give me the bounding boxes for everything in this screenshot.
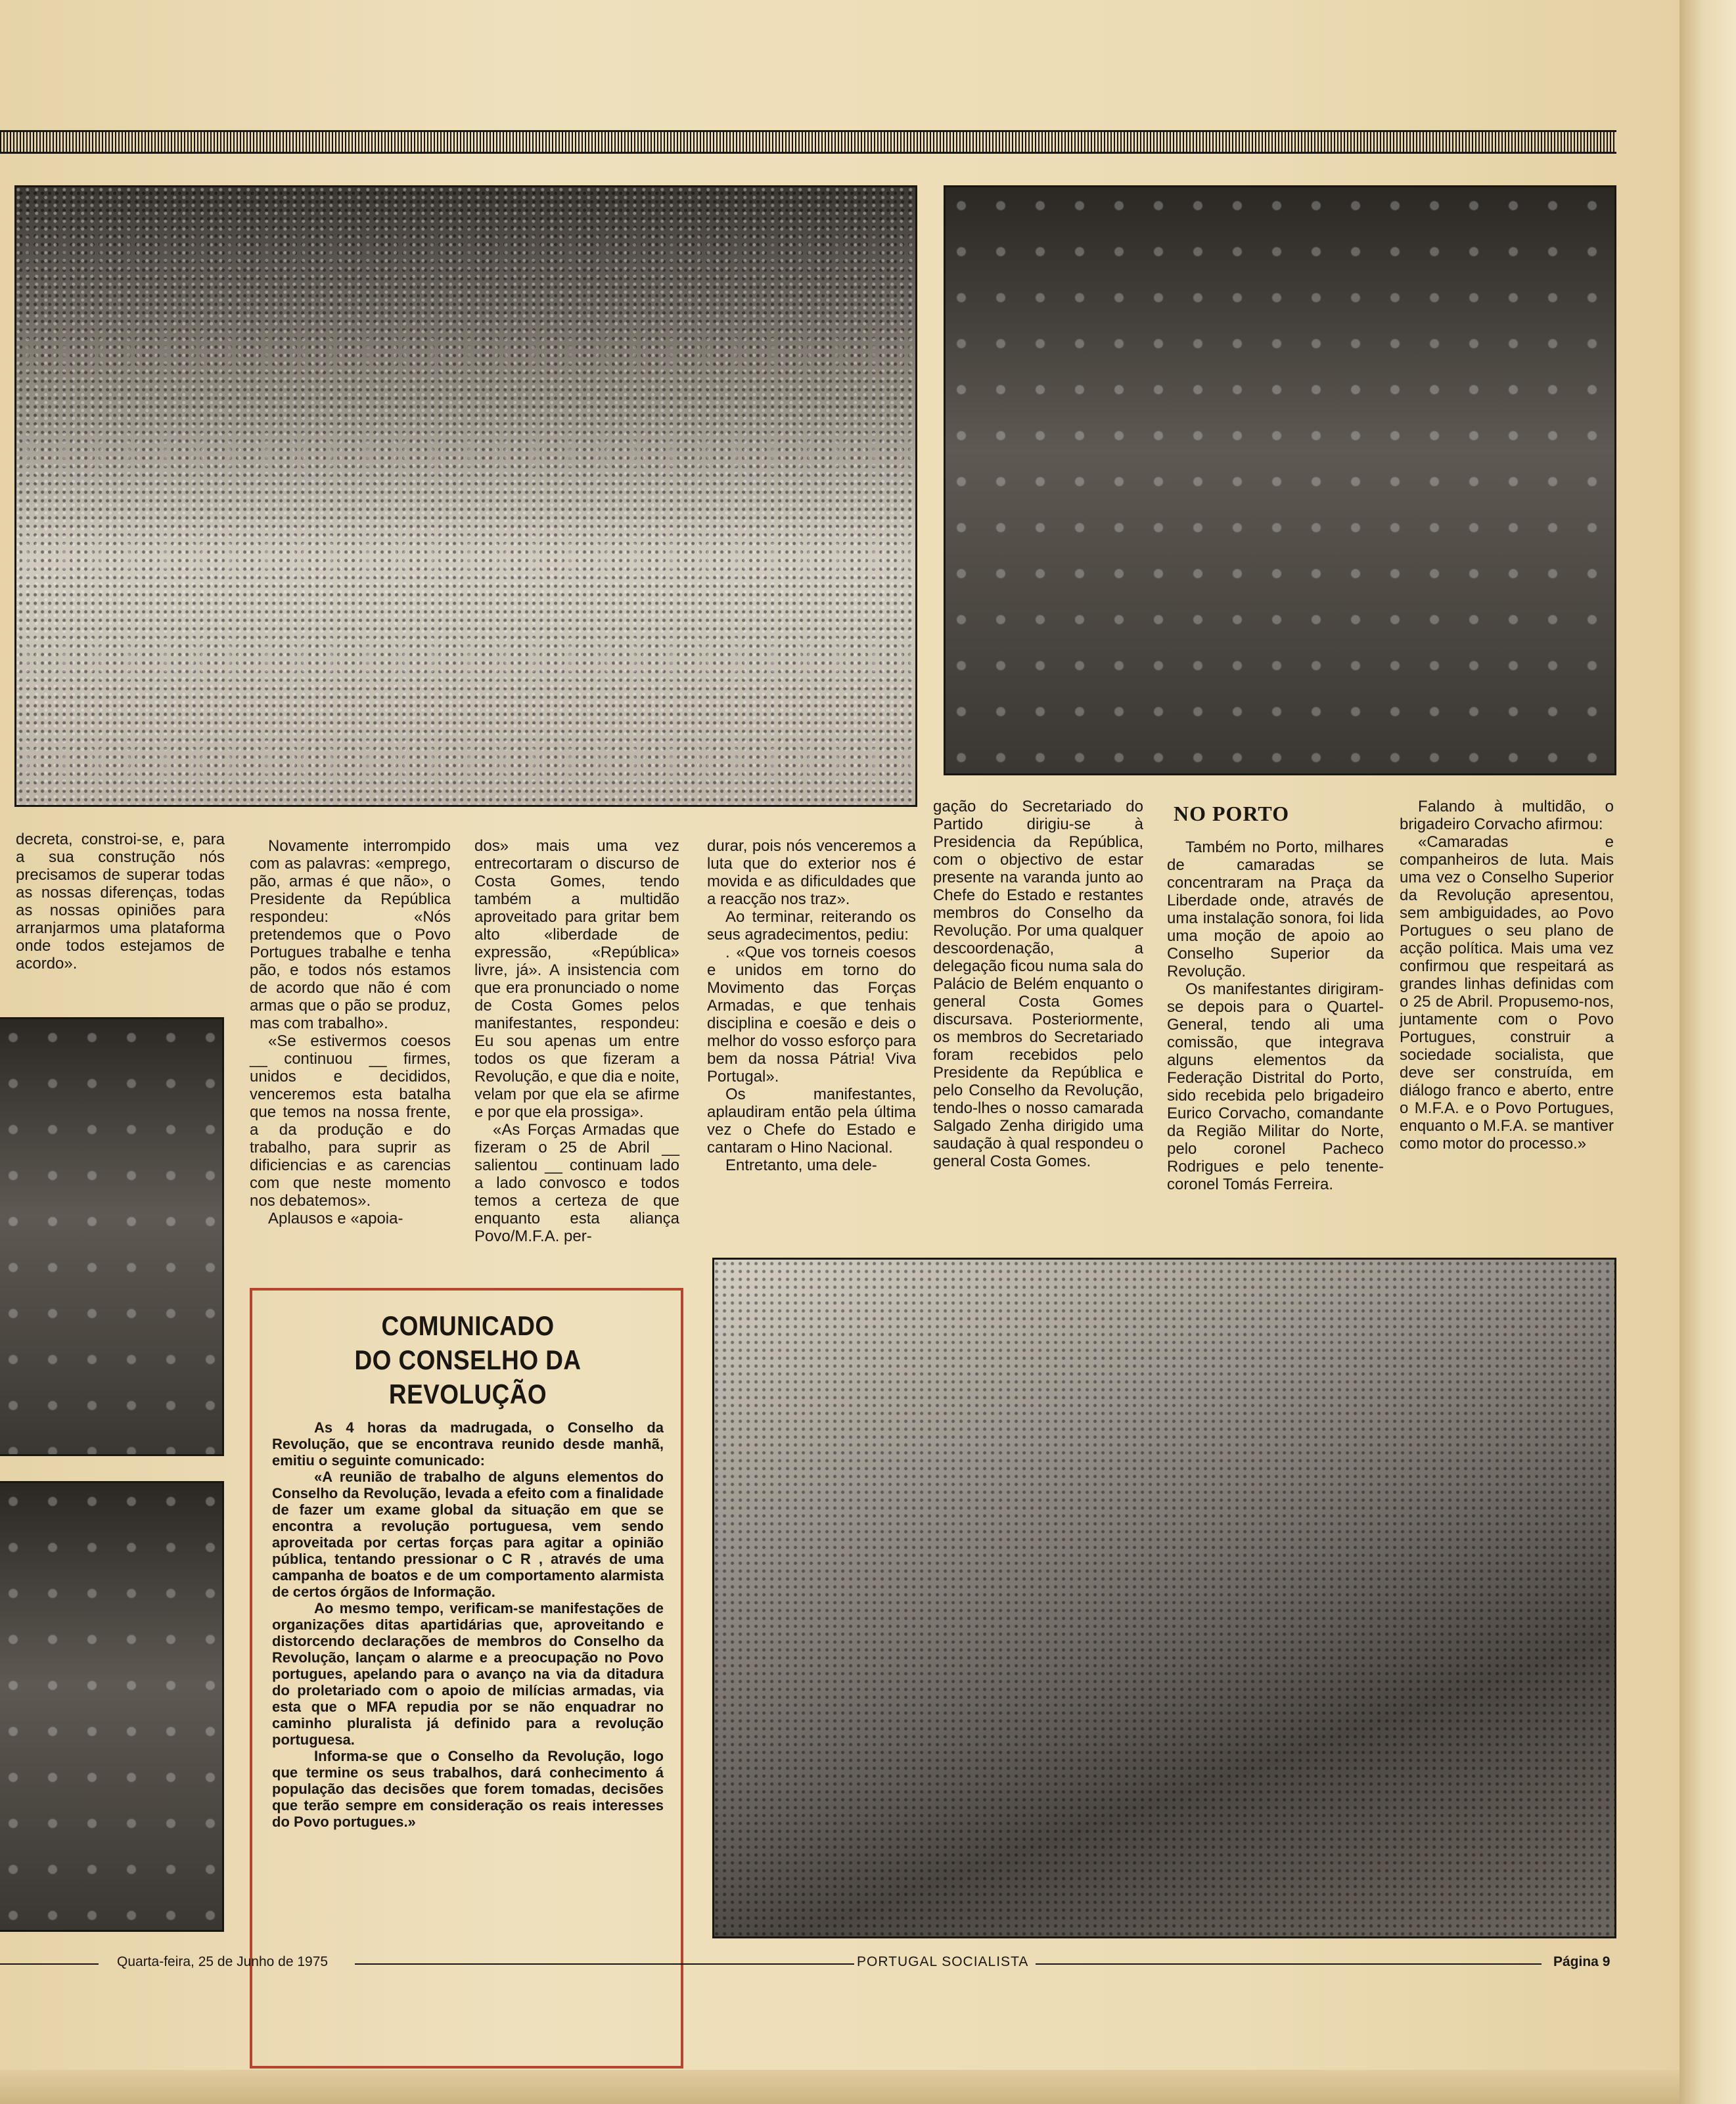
photo-stage-crowd — [0, 1481, 224, 1932]
footer-rule — [355, 1963, 854, 1965]
article-column-5 — [933, 798, 1143, 1170]
paragraph: Entretanto, uma dele- — [725, 1156, 877, 1174]
paragraph: As 4 horas da madrugada, o Conselho da Revolução, que se encontrava reunido desde manhã, emitiu o seguinte comunicado: — [272, 1419, 664, 1469]
paragraph: Aplausos e «apoia- — [268, 1210, 403, 1227]
comunicado-title-line-1: COMUNICADO — [381, 1310, 555, 1341]
page-footer — [0, 1952, 1616, 1978]
paragraph: Os manifestantes dirigiram-se depois para o Quartel-General, tendo ali uma comissão, que integrava alguns elementos da Federação Distrital do Porto, sido recebida pelo brigadeiro Eurico Corvacho, comandante da Região Militar do Norte, pelo coronel Pacheco Rodrigues e pelo tenente-coronel Tomás Ferreira. — [1167, 980, 1384, 1193]
paragraph: Falando à multidão, o brigadeiro Corvacho afirmou: — [1400, 798, 1614, 833]
paragraph: Ao terminar, reiterando os seus agradecimentos, pediu: — [707, 908, 916, 944]
comunicado-text — [272, 1419, 664, 1830]
article-column-2 — [250, 837, 451, 1227]
page-bottom-edge — [0, 2070, 1679, 2104]
paragraph: decreta, constroi-se, e, para a sua construção nós precisamos de superar todas as nossas diferenças, todas as nossas opiniões para arranjarmos uma plataforma onde todos estejamos de acordo». — [16, 831, 225, 972]
paragraph: Informa-se que o Conselho da Revolução, logo que termine os seus trabalhos, dará conhecimento á população das decisões que forem tomadas, decisões que terão sempre em consideração os reais interesses do Povo portugues.» — [272, 1748, 664, 1830]
paragraph: . «Que vos torneis coesos e unidos em torno do Movimento das Forças Armadas, e que tenhais disciplina e coesão e deis o melhor do vosso esforço para bem da nossa Pátria! Viva Portugal». — [707, 944, 916, 1086]
article-column-4 — [707, 837, 916, 1174]
photo-rally-crowd — [14, 185, 917, 807]
comunicado-title — [296, 1309, 640, 1411]
paragraph: «As Forças Armadas que fizeram o 25 de Abril __ salientou __ continuam lado a lado convosco e todos temos a certeza de que enquanto esta aliança Povo/M.F.A. per- — [474, 1121, 679, 1245]
paragraph: Ao mesmo tempo, verificam-se manifestações de organizações ditas apartidárias que, aproveitando e distorcendo declarações de membros do Conselho da Revolução, lançam o alarme e a preocupação no Povo portugues, apelando para o avanço na via da ditadura do proletariado com o apoio de milícias armadas, via esta que o MFA repudia por se não enquadrar no caminho pluralista já definido para a revolução portuguesa. — [272, 1600, 664, 1748]
photo-street-crowd — [712, 1258, 1616, 1938]
footer-page-number: Página 9 — [1553, 1954, 1610, 1969]
article-column-1 — [16, 831, 225, 972]
footer-paper-name: PORTUGAL SOCIALISTA — [857, 1954, 1029, 1969]
paragraph: Os manifestantes, aplaudiram então pela última vez o Chefe do Estado e cantaram o Hino Nacional. — [707, 1086, 916, 1156]
paragraph: gação do Secretariado do Partido dirigiu-se à Presidencia da República, com o objectivo de estar presente na varanda junto ao Chefe do Estado e restantes membros do Conselho da Revolução. Por uma qualquer descoordenação, a delegação ficou numa sala do Palácio de Belém enquanto o general Costa Gomes discursava. Posteriormente, os membros do Secretariado foram recebidos pelo Presidente da República e pelo Conselho da Revolução, tendo-lhes o nosso camarada Salgado Zenha dirigido uma saudação à qual respondeu o general Costa Gomes. — [933, 798, 1143, 1170]
footer-date: Quarta-feira, 25 de Junho de 1975 — [117, 1954, 329, 1969]
paragraph: durar, pois nós venceremos a luta que do exterior nos é movida e as dificuldades que a reacção nos traz». — [707, 837, 916, 908]
paragraph: Também no Porto, milhares de camaradas se concentraram na Praça da Liberdade onde, através de uma instalação sonora, foi lida uma moção de apoio ao Conselho Superior da Revolução. — [1167, 838, 1384, 980]
photo-waving-man — [0, 1017, 224, 1456]
paragraph: «Camaradas e companheiros de luta. Mais uma vez o Conselho Superior da Revolução apresentou, sem ambiguidades, ao Povo Portugues o seu plano de acção política. Mais uma vez confirmou que respeitará as grandes linhas definidas com o 25 de Abril. Propusemo-nos, juntamente com o Povo Portugues, construir a sociedade socialista, que deve ser construída, em diálogo franco e aberto, entre o M.F.A. e o Povo Portugues, enquanto o M.F.A. se mantiver como motor do processo.» — [1400, 833, 1614, 1153]
footer-rule — [1036, 1963, 1542, 1965]
page-spine — [1679, 0, 1736, 2104]
section-heading-no-porto: NO PORTO — [1174, 802, 1290, 825]
photo-porto-steps — [944, 185, 1616, 775]
article-column-7 — [1400, 798, 1614, 1153]
paragraph: «Se estivermos coesos __ continuou __ firmes, unidos e decididos, venceremos esta batalha que temos na nossa frente, a da produção e do trabalho, para suprir as dificiencias e as carencias com que neste momento nos debatemos». — [250, 1032, 451, 1210]
paragraph: «A reunião de trabalho de alguns elementos do Conselho da Revolução, levada a efeito com a finalidade de fazer um exame global da situação em que se encontra a revolução portuguesa, vem sendo aproveitada por certas forças para agitar a opinião pública, tentando pressionar o C R , através de uma campanha de boatos e de um comportamento alarmista de certos órgãos de Informação. — [272, 1469, 664, 1600]
article-column-6 — [1167, 838, 1384, 1193]
paragraph: dos» mais uma vez entrecortaram o discurso de Costa Gomes, tendo também a multidão aproveitado para gritar bem alto «liberdade de expressão, «República» livre, já». A insistencia com que era pronunciado o nome de Costa Gomes pelos manifestantes, respondeu: Eu sou apenas um entre todos os que fizeram a Revolução, e que dia e noite, velam por que ela se afirme e por que ela prossiga». — [474, 837, 679, 1121]
article-column-3 — [474, 837, 679, 1245]
footer-rule — [0, 1963, 99, 1965]
decorative-top-rule — [0, 130, 1616, 154]
comunicado-title-line-2: DO CONSELHO DA REVOLUÇÃO — [354, 1344, 582, 1409]
paragraph: Novamente interrompido com as palavras: «emprego, pão, armas é que não», o Presidente da República respondeu: «Nós pretendemos que o Povo Portugues trabalhe e tenha pão, e todos nós estamos de acordo que não é com armas que o pão se produz, mas com trabalho». — [250, 837, 451, 1032]
